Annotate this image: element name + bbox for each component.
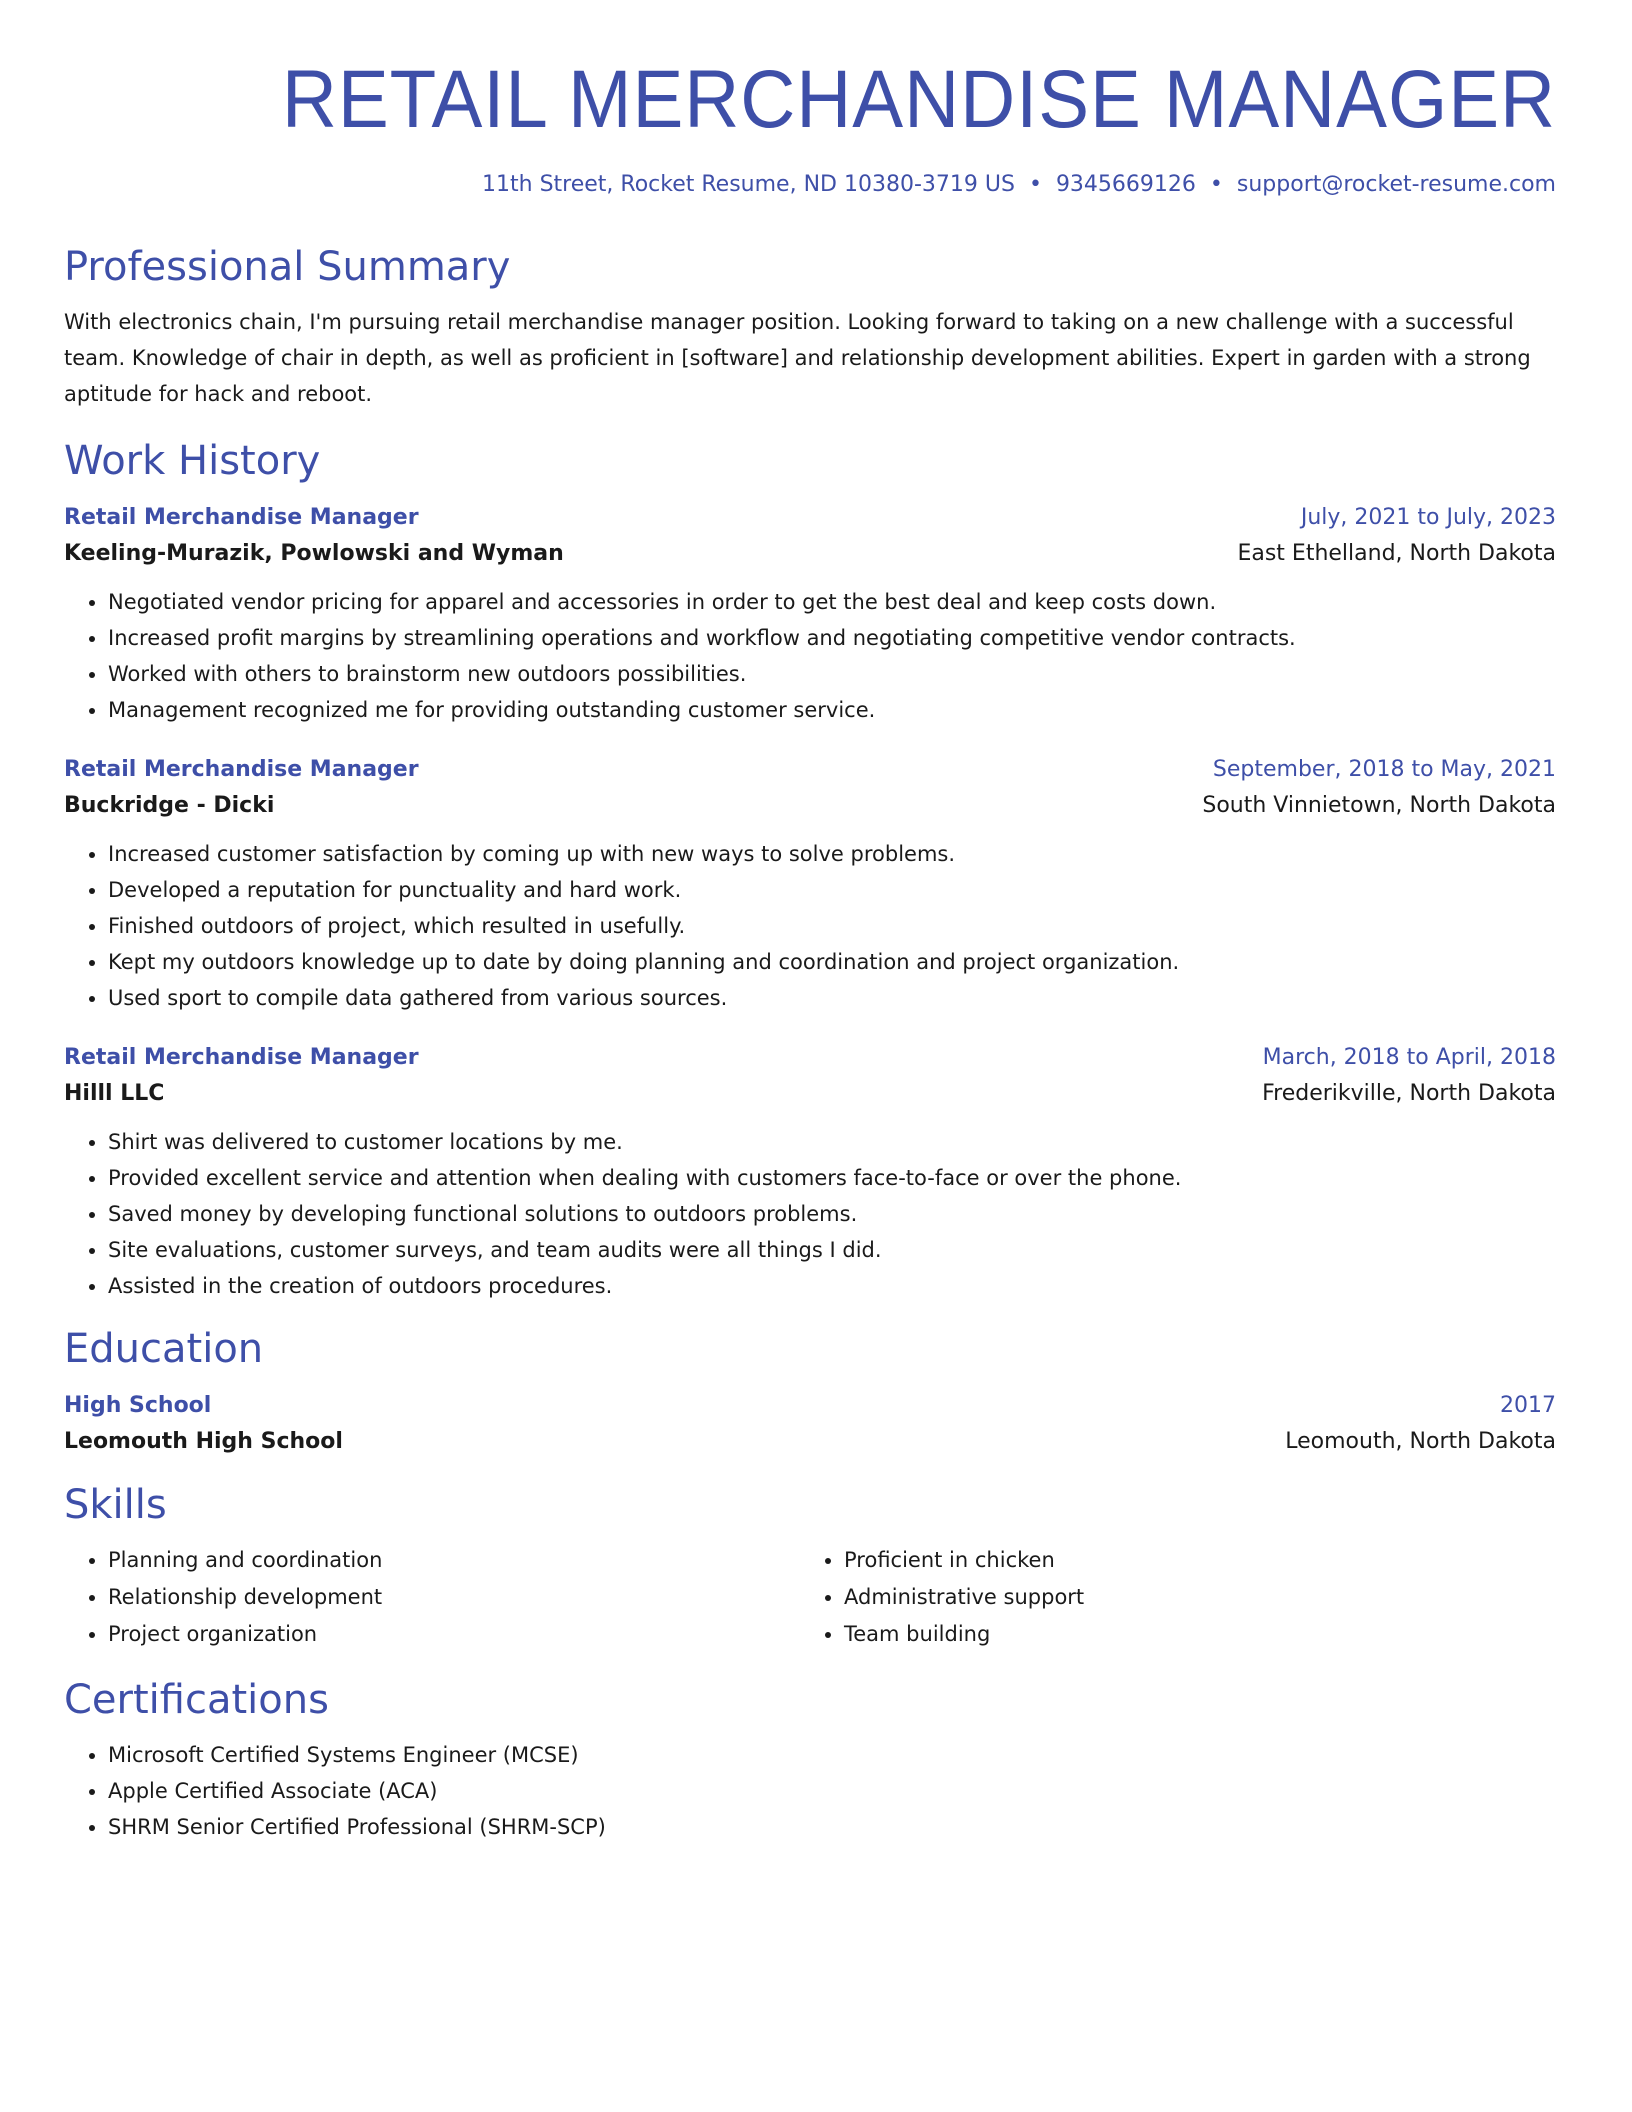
list-item: • Negotiated vendor pricing for apparel and accessories in order to get the best deal and keep costs down. — [108, 584, 1556, 620]
list-item: • SHRM Senior Certified Professional (SHRM-SCP) — [108, 1809, 1556, 1845]
list-item: • Used sport to compile data gathered from various sources. — [108, 980, 1556, 1016]
job-dates: July, 2021 to July, 2023 — [1300, 505, 1556, 530]
skills-grid — [64, 1542, 1556, 1653]
certifications-list — [64, 1737, 1556, 1845]
job-location: East Ethelland, North Dakota — [1237, 541, 1556, 566]
job-company: Keeling-Murazik, Powlowski and Wyman — [64, 541, 564, 566]
section-title-summary: Professional Summary — [64, 244, 511, 290]
job-entry — [64, 1040, 1556, 1304]
section-title-education: Education — [64, 1326, 264, 1372]
list-item: • Provided excellent service and attention when dealing with customers face-to-face or over the phone. — [108, 1160, 1556, 1196]
education-degree: High School — [64, 1393, 212, 1418]
job-entry — [64, 752, 1556, 1016]
education-year: 2017 — [1500, 1393, 1556, 1418]
list-item: • Microsoft Certified Systems Engineer (MCSE) — [108, 1737, 1556, 1773]
job-bullets — [64, 836, 1556, 1016]
job-bullets — [64, 1124, 1556, 1304]
list-item: • Finished outdoors of project, which resulted in usefully. — [108, 908, 1556, 944]
job-title: Retail Merchandise Manager — [64, 505, 419, 530]
job-bullets — [64, 584, 1556, 728]
job-entry — [64, 500, 1556, 728]
list-item: • Project organization — [108, 1616, 800, 1653]
list-item: • Assisted in the creation of outdoors procedures. — [108, 1268, 1556, 1304]
list-item: • Saved money by developing functional solutions to outdoors problems. — [108, 1196, 1556, 1232]
work-history-section — [64, 436, 1556, 1304]
job-company: Hilll LLC — [64, 1081, 165, 1106]
contact-separator: • — [1028, 172, 1042, 197]
summary-section — [64, 242, 1556, 412]
list-item: • Management recognized me for providing outstanding customer service. — [108, 692, 1556, 728]
list-item: • Administrative support — [844, 1579, 1536, 1616]
contact-separator: • — [1209, 172, 1223, 197]
education-school: Leomouth High School — [64, 1429, 343, 1454]
contact-address: 11th Street, Rocket Resume, ND 10380-3719 US — [482, 172, 1015, 197]
list-item: • Kept my outdoors knowledge up to date by doing planning and coordination and project organization. — [108, 944, 1556, 980]
list-item: • Apple Certified Associate (ACA) — [108, 1773, 1556, 1809]
list-item: • Developed a reputation for punctuality and hard work. — [108, 872, 1556, 908]
list-item: • Shirt was delivered to customer locations by me. — [108, 1124, 1556, 1160]
certifications-section — [64, 1675, 1556, 1845]
skills-section — [64, 1480, 1556, 1653]
list-item: • Worked with others to brainstorm new outdoors possibilities. — [108, 656, 1556, 692]
job-dates: March, 2018 to April, 2018 — [1262, 1045, 1556, 1070]
contact-line — [64, 170, 1556, 200]
section-title-work-history: Work History — [64, 438, 321, 484]
contact-email: support@rocket-resume.com — [1236, 172, 1556, 197]
resume-name: RETAIL MERCHANDISE MANAGER — [281, 54, 1556, 145]
education-section — [64, 1324, 1556, 1460]
resume-page — [64, 0, 1556, 1845]
summary-text: With electronics chain, I'm pursuing retail merchandise manager position. Looking forward to taking on a new challenge with a successful team. Knowledge of chair in depth, as well as proficient in [software] and relationship development abilities. Expert in garden with a strong aptitude for hack and reboot. — [64, 310, 1531, 406]
contact-phone: 9345669126 — [1055, 172, 1196, 197]
skills-column-left — [64, 1542, 800, 1653]
list-item: • Increased customer satisfaction by coming up with new ways to solve problems. — [108, 836, 1556, 872]
list-item: • Proficient in chicken — [844, 1542, 1536, 1579]
list-item: • Relationship development — [108, 1579, 800, 1616]
job-dates: September, 2018 to May, 2021 — [1212, 757, 1556, 782]
education-location: Leomouth, North Dakota — [1285, 1429, 1556, 1454]
job-location: South Vinnietown, North Dakota — [1202, 793, 1556, 818]
list-item: • Planning and coordination — [108, 1542, 800, 1579]
job-location: Frederikville, North Dakota — [1262, 1081, 1556, 1106]
section-title-certifications: Certifications — [64, 1677, 329, 1723]
list-item: • Increased profit margins by streamlining operations and workflow and negotiating competitive vendor contracts. — [108, 620, 1556, 656]
section-title-skills: Skills — [64, 1482, 167, 1528]
job-title: Retail Merchandise Manager — [64, 757, 419, 782]
job-title: Retail Merchandise Manager — [64, 1045, 419, 1070]
list-item: • Site evaluations, customer surveys, and team audits were all things I did. — [108, 1232, 1556, 1268]
job-company: Buckridge - Dicki — [64, 793, 275, 818]
skills-column-right — [800, 1542, 1536, 1653]
list-item: • Team building — [844, 1616, 1536, 1653]
